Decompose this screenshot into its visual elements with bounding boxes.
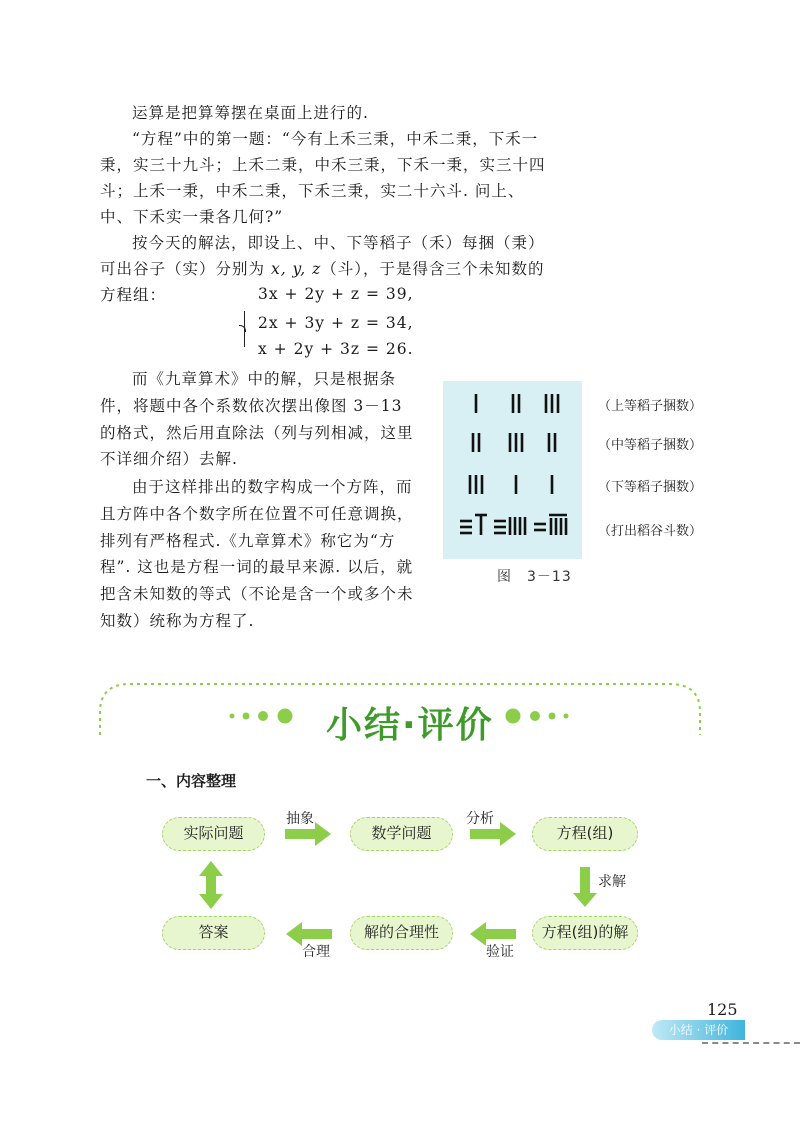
- label-reasonable: 合理: [302, 944, 330, 960]
- arrow-answer-real: [199, 861, 223, 909]
- box-reasonable: 解的合理性: [350, 916, 453, 950]
- banner-dot: [564, 714, 569, 719]
- box-math-problem: 数学问题: [350, 817, 453, 851]
- equation-2: 2x + 3y + z = 34,: [258, 314, 414, 332]
- arrow-solve: [573, 867, 597, 907]
- box-solution: 方程(组)的解: [532, 916, 638, 950]
- summary-banner-title: 小结·评价: [326, 705, 494, 746]
- paragraph-problem: “方程”中的第一题：“今有上禾三秉，中禾二秉，下禾一秉，实三十九斗；上禾二秉，中禾三秉，下禾一秉，实三十四斗；上禾一秉，中禾二秉，下禾三秉，实二十六斗. 问上、中、下禾实一秉各几何?”: [100, 130, 546, 226]
- label-verify: 验证: [486, 944, 514, 960]
- box-equation: 方程(组): [532, 817, 638, 851]
- banner-dot: [278, 709, 293, 724]
- banner-dot: [549, 713, 556, 720]
- variables: x, y, z: [270, 260, 322, 278]
- box-answer: 答案: [162, 916, 265, 950]
- page-number: 125: [707, 1000, 738, 1019]
- section-title: 一、内容整理: [146, 772, 237, 790]
- rod-row-label-1: （上等稻子捆数）: [598, 399, 703, 414]
- banner-dot: [230, 714, 235, 719]
- paragraph-jiuzhang: 而《九章算术》中的解，只是根据条件，将题中各个系数依次摆出像图 3－13 的格式，然后用直除法（列与列相减，这里不详细介绍）去解.: [100, 370, 414, 469]
- banner-dot: [243, 713, 250, 720]
- rod-row-label-3: （下等稻子捆数）: [598, 480, 703, 495]
- equation-1: 3x + 2y + z = 39,: [258, 285, 414, 303]
- banner-dot: [506, 709, 521, 724]
- footer-section-tag: 小结 · 评价: [652, 1020, 745, 1040]
- paragraph-fangcheng-origin: 由于这样排出的数字构成一个方阵，而且方阵中各个数字所在位置不可任意调换，排列有严格程式.《九章算术》称它为“方程”. 这也是方程一词的最早来源. 以后，就把含未知数的等式（不论是含一个或多个未知数）统称为方程了.: [100, 478, 414, 630]
- label-solve: 求解: [598, 874, 626, 890]
- text-line-1: 运算是把算筹摆在桌面上进行的.: [132, 104, 369, 122]
- rod-row-label-4: （打出稻谷斗数）: [598, 524, 703, 539]
- rod-row-label-2: （中等稻子捆数）: [598, 438, 703, 453]
- figure-caption: 图 3－13: [497, 569, 572, 585]
- banner-dot: [530, 711, 540, 721]
- footer-dotted-rule: [702, 1042, 800, 1044]
- equation-3: x + 2y + 3z = 26.: [258, 340, 414, 358]
- box-real-problem: 实际问题: [162, 817, 265, 851]
- label-abstract: 抽象: [286, 811, 314, 827]
- label-analyze: 分析: [466, 811, 494, 827]
- banner-dot: [258, 711, 268, 721]
- paragraph-method: 按今天的解法，即设上、中、下等稻子（禾）每捆（秉）可出谷子（实）分别为 x, y, z（斗），于是得含三个未知数的方程组：: [100, 234, 545, 304]
